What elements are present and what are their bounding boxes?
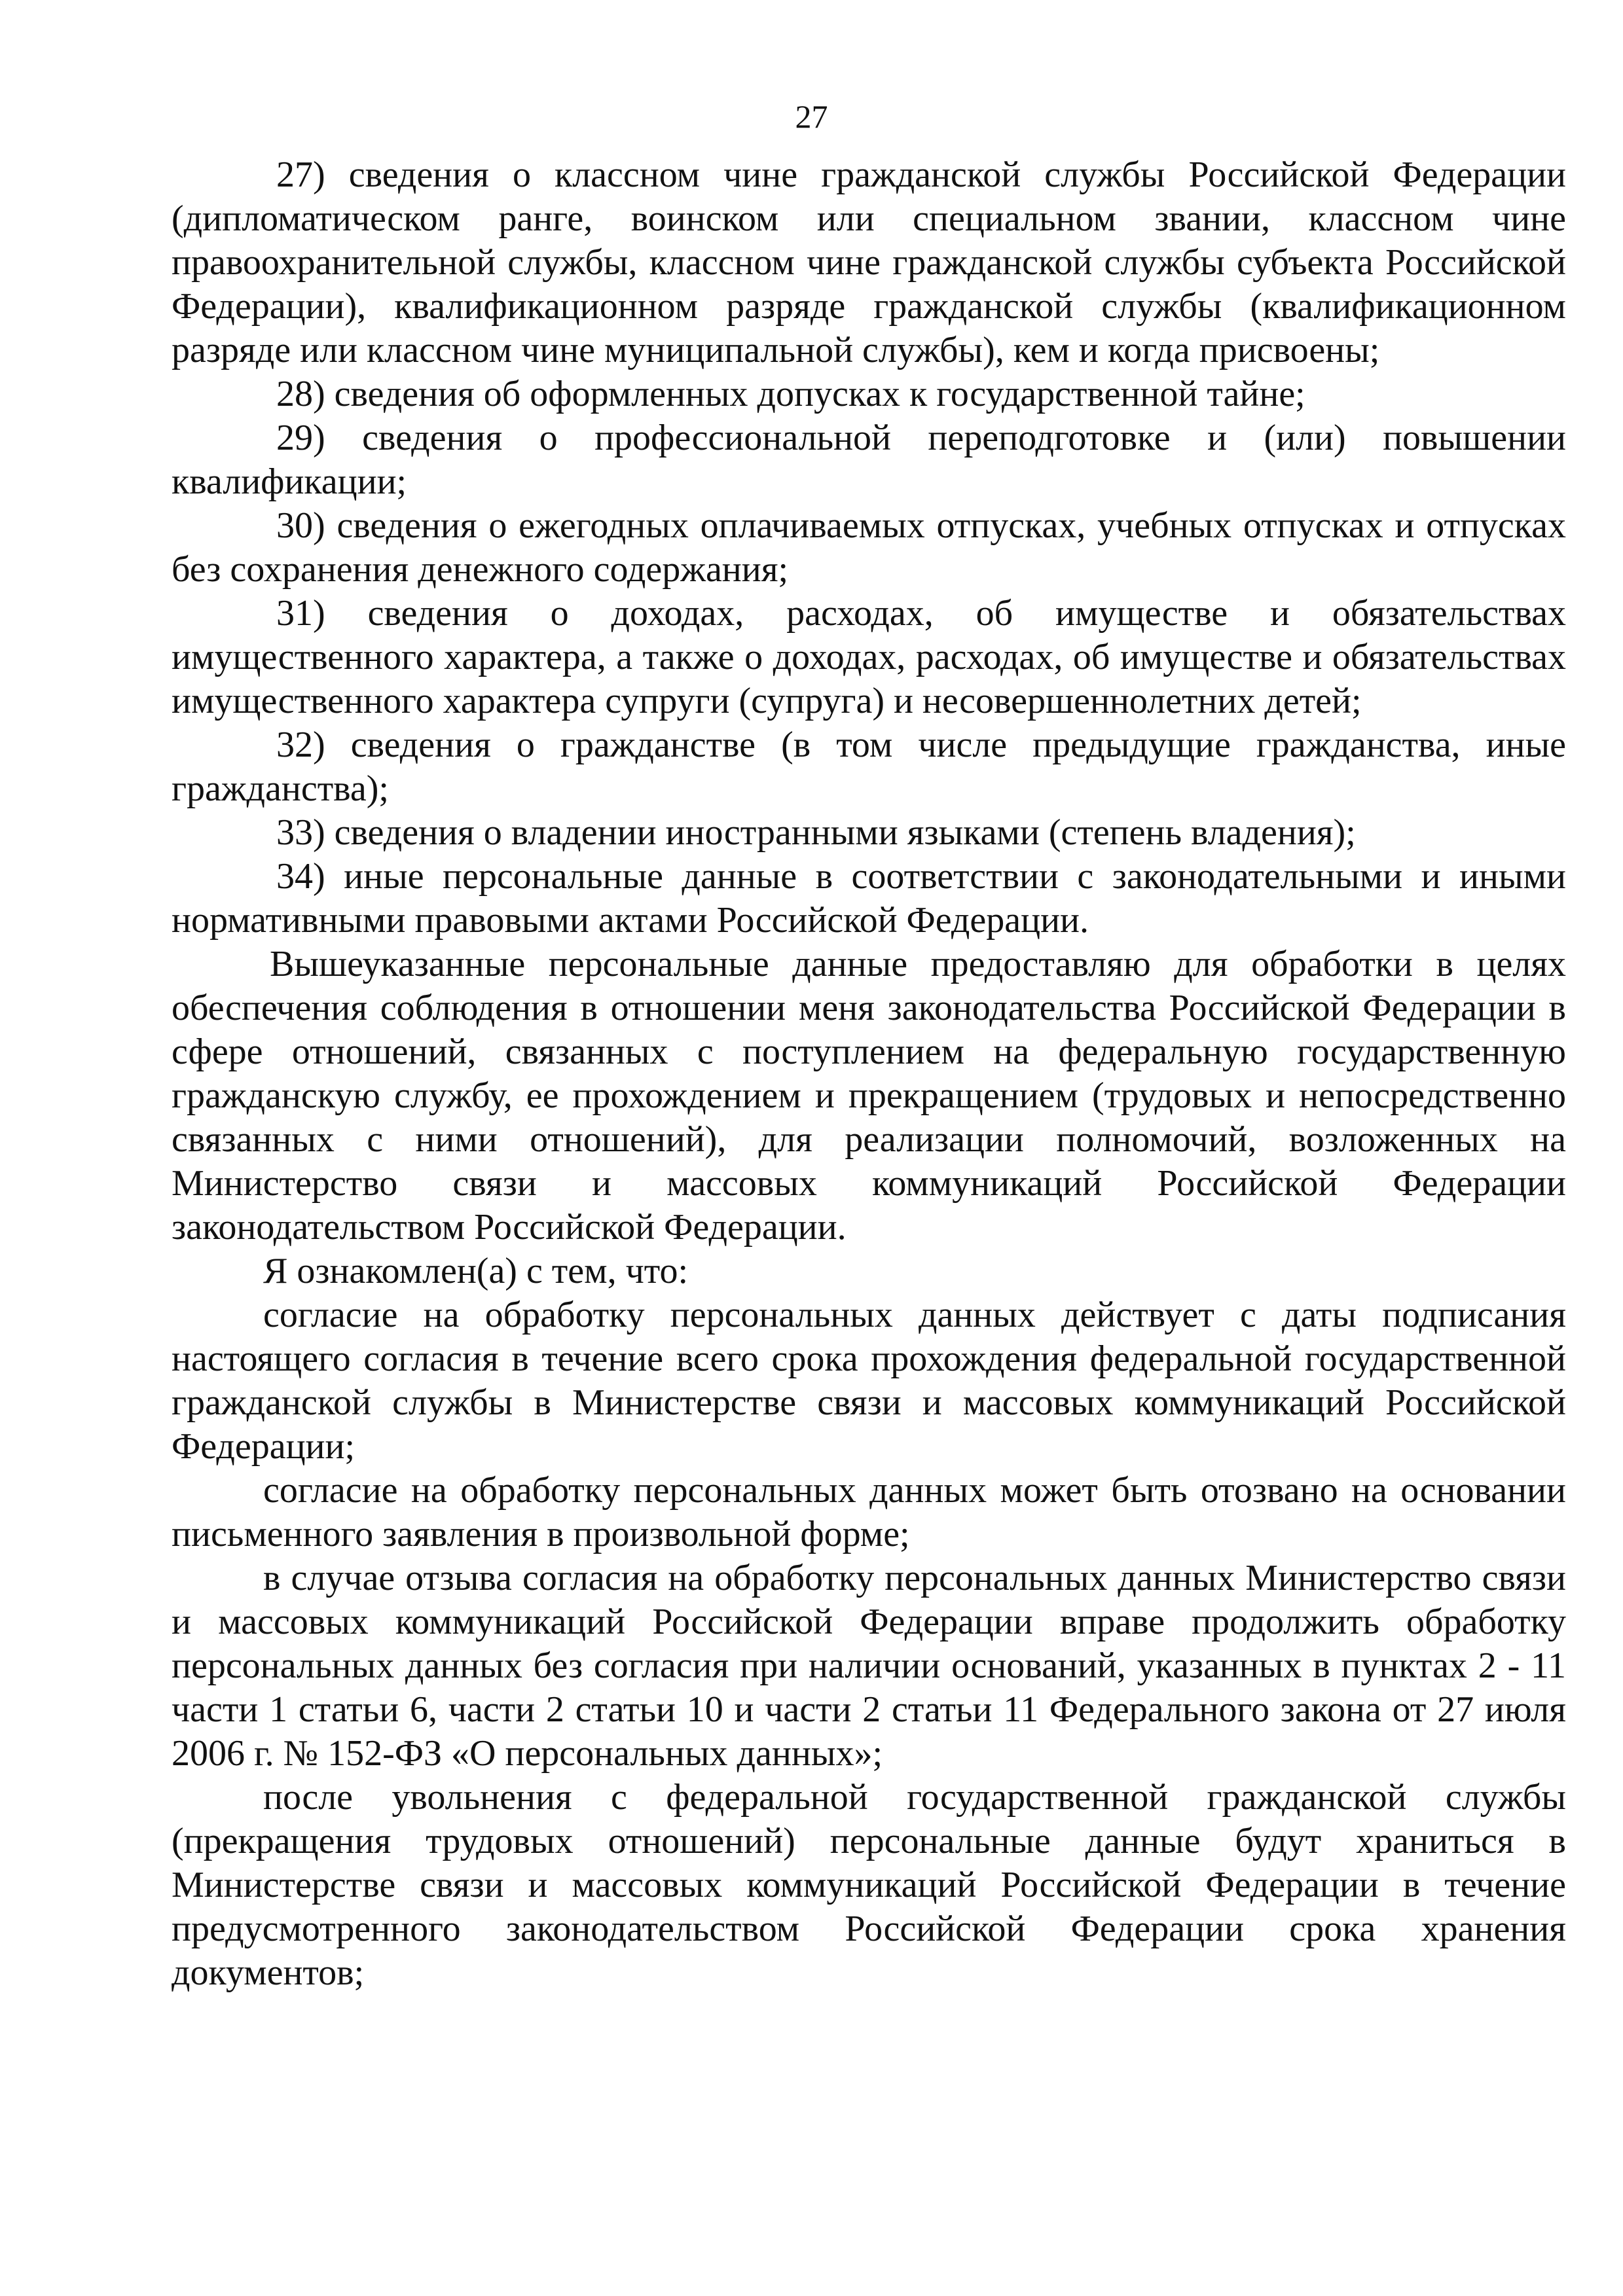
list-item-31 [172, 592, 1566, 723]
acknowledged-point: согласие на обработку персональных данных может быть отозвано на основании письменного заявления в произвольной форме; [172, 1470, 1566, 1554]
list-item-33 [172, 811, 1566, 855]
list-item-label: 34) [276, 856, 325, 897]
list-item-label: 31) [276, 593, 325, 634]
document-body [172, 153, 1566, 1995]
list-item-text: сведения о ежегодных оплачиваемых отпусках, учебных отпусках и отпусках без сохранения денежного содержания; [172, 505, 1567, 590]
acknowledged-point: после увольнения с федеральной государственной гражданской службы (прекращения трудовых отношений) персональные данные будут храниться в Министерстве связи и массовых коммуникаций Российской Федерации в течение предусмотренного законодательством Российской Федерации срока хранения документов; [172, 1777, 1566, 1993]
list-item-label: 29) [276, 418, 325, 458]
purpose-paragraph: Вышеуказанные персональные данные предоставляю для обработки в целях обеспечения соблюдения в отношении меня законодательства Российской Федерации в сфере отношений, связанных с поступлением на федеральную государственную гражданскую службу, ее прохождением и прекращением (трудовых и непосредственно связанных с ними отношений), для реализации полномочий, возложенных на Министерство связи и массовых коммуникаций Российской Федерации законодательством Российской Федерации. [172, 944, 1566, 1247]
list-item-29 [172, 416, 1566, 504]
list-item-label: 28) [276, 374, 325, 414]
list-item-label: 27) [276, 154, 325, 195]
list-item-28 [172, 372, 1566, 416]
list-item-27 [172, 153, 1566, 372]
acknowledged-point: согласие на обработку персональных данных действует с даты подписания настоящего согласия в течение всего срока прохождения федеральной государственной гражданской службы в Министерстве связи и массовых коммуникаций Российской Федерации; [172, 1295, 1566, 1467]
list-item-label: 32) [276, 725, 325, 765]
acknowledged-point: в случае отзыва согласия на обработку персональных данных Министерство связи и массовых коммуникаций Российской Федерации вправе продолжить обработку персональных данных без согласия при наличии оснований, указанных в пунктах 2 - 11 части 1 статьи 6, части 2 статьи 10 и части 2 статьи 11 Федерального закона от 27 июля 2006 г. № 152-ФЗ «О персональных данных»; [172, 1558, 1566, 1774]
list-item-label: 30) [276, 505, 325, 546]
page-number: 27 [795, 98, 828, 135]
acknowledged-intro: Я ознакомлен(а) с тем, что: [263, 1251, 689, 1291]
list-item-text: сведения о доходах, расходах, об имуществе и обязательствах имущественного характера, а также о доходах, расходах, об имуществе и обязательствах имущественного характера супруги (супруга) и несовершеннолетних детей; [172, 593, 1566, 721]
list-item-text: сведения о гражданстве (в том числе предыдущие гражданства, иные гражданства); [172, 725, 1567, 809]
list-item-text: сведения о профессиональной переподготовке и (или) повышении квалификации; [172, 418, 1567, 502]
list-item-text: сведения об оформленных допусках к государственной тайне; [334, 374, 1305, 414]
list-item-32 [172, 723, 1566, 811]
list-item-34 [172, 855, 1566, 942]
list-item-text: сведения о владении иностранными языками (степень владения); [334, 812, 1356, 853]
list-item-text: сведения о классном чине гражданской службы Российской Федерации (дипломатическом ранге, воинском или специальном звании, классном чине правоохранительной службы, классном чине гражданской службы субъекта Российской Федерации), квалификационном разряде гражданской службы (квалификационном разряде или классном чине муниципальной службы), кем и когда присвоены; [172, 154, 1566, 370]
list-item-30 [172, 504, 1566, 592]
list-item-text: иные персональные данные в соответствии с законодательными и иными нормативными правовыми актами Российской Федерации. [172, 856, 1566, 941]
list-item-label: 33) [276, 812, 325, 853]
